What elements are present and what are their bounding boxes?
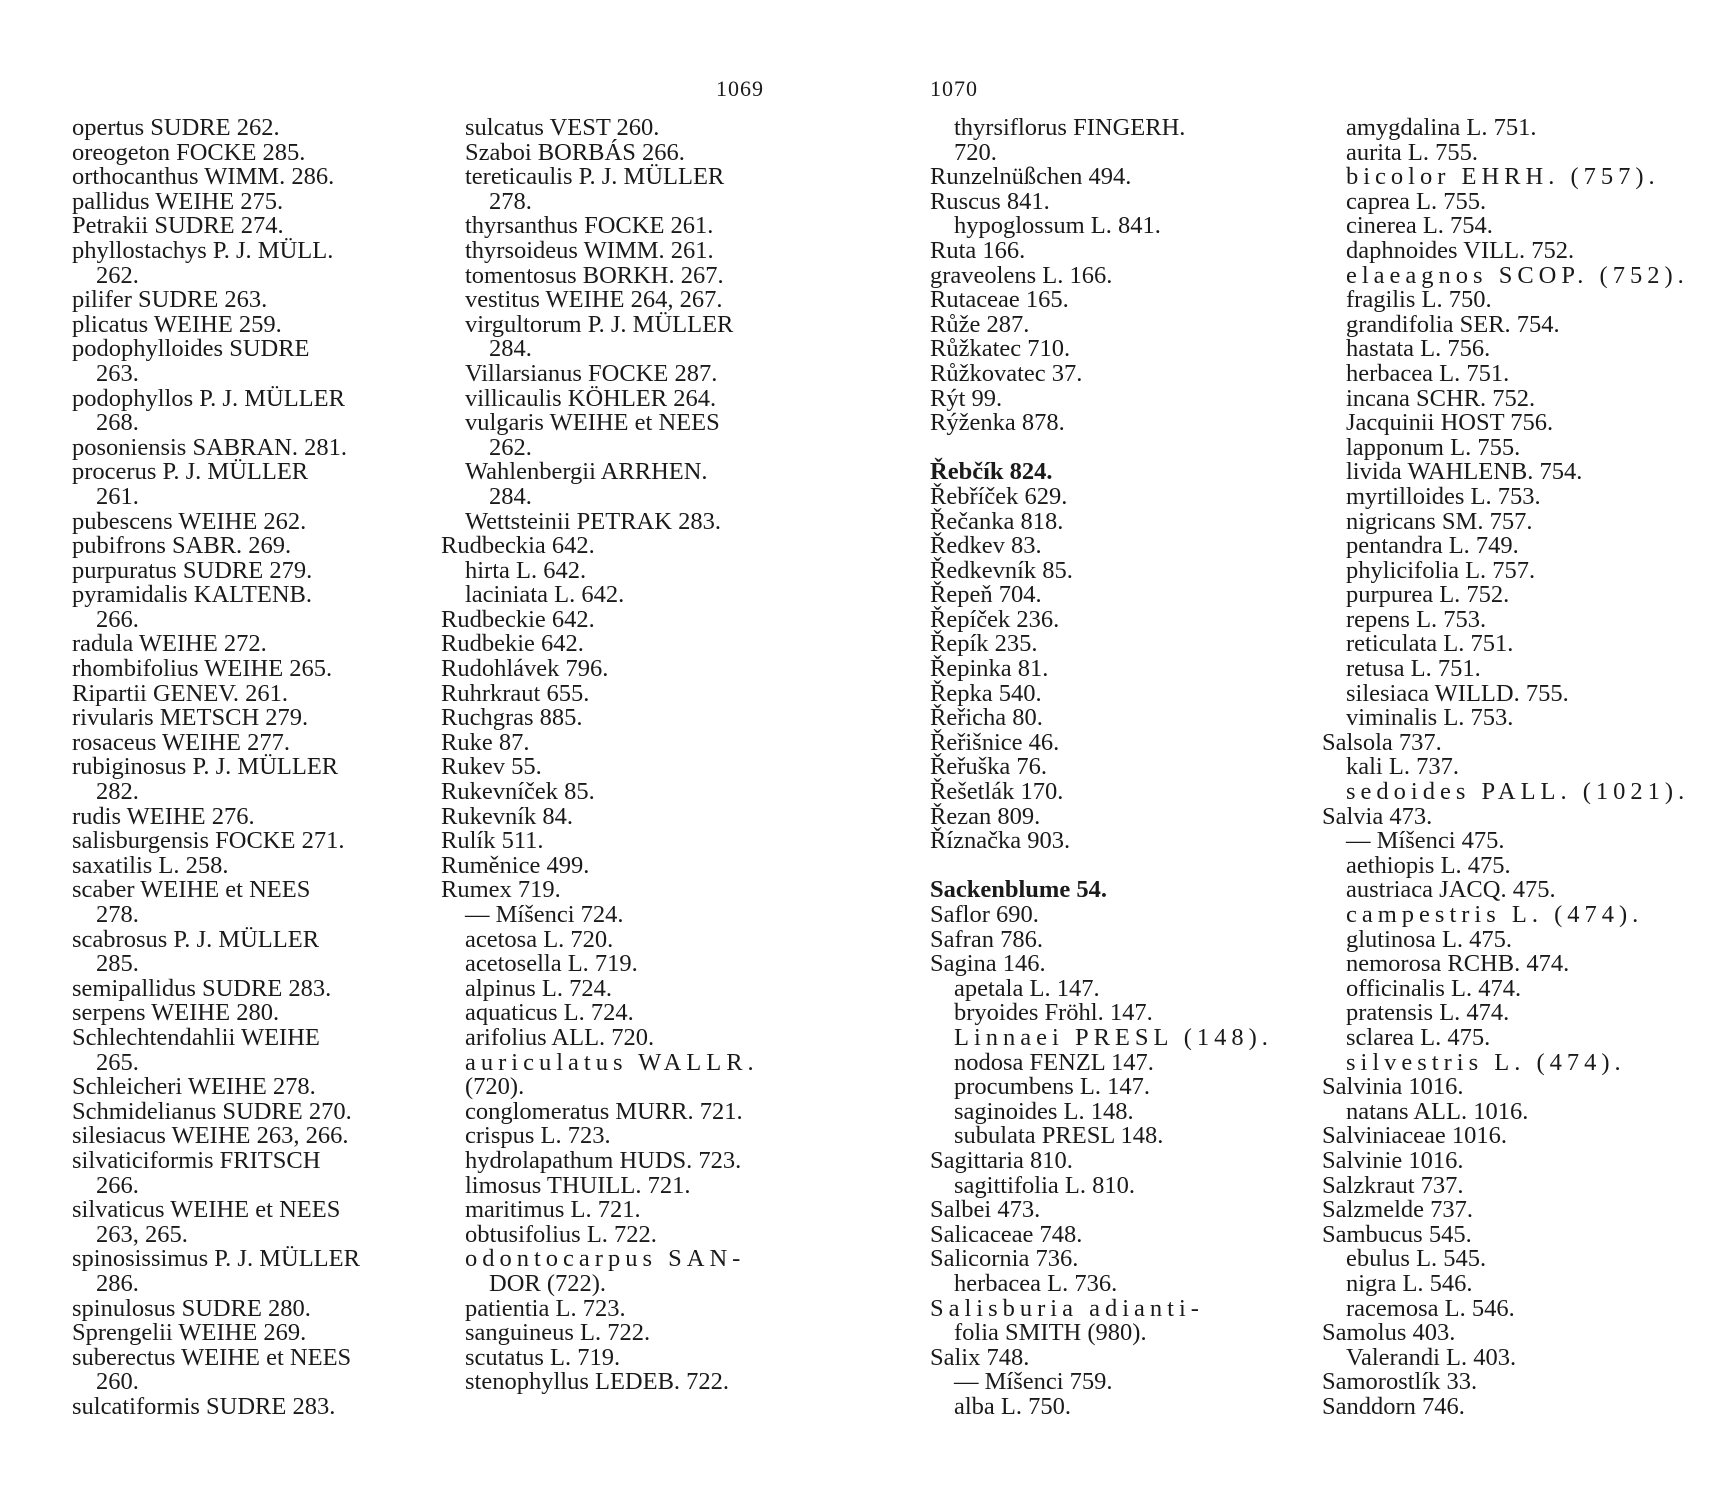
index-entry: folia SMITH (980). [954,1319,1147,1347]
section-gap [930,854,1273,879]
index-entry: Salvia 473. [1322,802,1433,830]
index-entry: aethiopis L. 475. [1346,851,1511,879]
index-entry: opertus SUDRE 262. [72,114,280,141]
index-entry: Salbei 473. [930,1196,1041,1224]
index-entry: Řeřicha 80. [930,704,1043,732]
index-entry: limosus THUILL. 721. [465,1171,691,1199]
index-entry: thyrsoideus WIMM. 261. [465,236,714,264]
index-entry: posoniensis SABRAN. 281. [72,433,347,461]
index-entry: Salisburia adianti- [930,1294,1204,1322]
index-entry: Salix 748. [930,1343,1030,1371]
index-entry: subulata PRESL 148. [954,1122,1164,1150]
index-entry: Schlechtendahlii WEIHE [72,1023,320,1051]
index-entry: 263. [96,359,139,387]
index-entry: Rukev 55. [441,753,542,781]
index-entry: daphnoides VILL. 752. [1346,236,1575,264]
index-entry: reticulata L. 751. [1346,630,1514,658]
index-entry: orthocanthus WIMM. 286. [72,163,335,191]
index-entry: austriaca JACQ. 475. [1346,876,1556,904]
index-entry: semipallidus SUDRE 283. [72,974,332,1002]
index-entry: silvaticus WEIHE et NEES [72,1196,341,1224]
index-entry: procumbens L. 147. [954,1073,1150,1101]
index-entry: Rudohlávek 796. [441,655,609,683]
index-entry: 265. [96,1048,139,1076]
index-entry: 278. [96,901,139,928]
index-entry: Schmidelianus SUDRE 270. [72,1097,352,1125]
index-entry: — Míšenci 724. [465,901,624,928]
index-entry: Ripartii GENEV. 261. [72,679,288,707]
index-entry: sanguineus L. 722. [465,1319,651,1347]
index-entry: officinalis L. 474. [1346,974,1522,1002]
index-entry: 260. [96,1368,139,1396]
index-entry: Salsola 737. [1322,728,1442,756]
index-entry: Rumex 719. [441,876,561,904]
index-entry: nigricans SM. 757. [1346,507,1533,535]
index-entry: incana SCHR. 752. [1346,384,1536,412]
index-entry: nigra L. 546. [1346,1269,1473,1297]
index-entry: bicolor EHRH. (757). [1346,163,1660,191]
index-entry: Schleicheri WEIHE 278. [72,1073,316,1101]
index-entry: Řeřuška 76. [930,753,1048,781]
page-number-right: 1070 [930,76,978,101]
section-gap [930,436,1273,461]
index-entry: Salicornia 736. [930,1245,1079,1273]
index-entry: hypoglossum L. 841. [954,212,1161,240]
index-entry: plicatus WEIHE 259. [72,310,282,338]
index-entry: Řepinka 81. [930,655,1049,683]
index-entry: elaeagnos SCOP. (752). [1346,261,1689,289]
index-entry: salisburgensis FOCKE 271. [72,827,345,855]
index-entry: oreogeton FOCKE 285. [72,138,306,166]
index-entry: silesiaca WILLD. 755. [1346,679,1569,707]
index-entry: silesiacus WEIHE 263, 266. [72,1122,349,1150]
index-entry: saginoides L. 148. [954,1097,1134,1125]
index-entry: pentandra L. 749. [1346,532,1519,560]
index-entry: rubiginosus P. J. MÜLLER [72,753,339,781]
index-entry: 284. [489,482,532,510]
index-entry: scaber WEIHE et NEES [72,876,311,904]
index-entry: Řepík 235. [930,630,1038,658]
index-entry: racemosa L. 546. [1346,1294,1515,1322]
index-entry: kali L. 737. [1346,753,1459,781]
index-entry: bryoides Fröhl. 147. [954,999,1153,1027]
index-entry: auriculatus WALLR. [465,1048,759,1076]
index-entry: Rýt 99. [930,384,1003,412]
index-entry: Sagittaria 810. [930,1146,1073,1174]
index-entry: Valerandi L. 403. [1346,1343,1517,1371]
index-entry: crispus L. 723. [465,1122,611,1150]
index-entry: Salicaceae 748. [930,1220,1083,1248]
index-entry: scabrosus P. J. MÜLLER [72,925,320,953]
index-entry: 285. [96,950,139,978]
index-entry: Wahlenbergii ARRHEN. [465,458,708,486]
index-entry: Samolus 403. [1322,1319,1456,1347]
index-entry: — Míšenci 475. [1346,827,1505,855]
index-entry: Ruchgras 885. [441,704,583,732]
index-entry: Ředkev 83. [930,532,1042,560]
index-entry: Ruke 87. [441,728,530,756]
index-entry: acetosella L. 719. [465,950,638,978]
index-entry: natans ALL. 1016. [1346,1097,1529,1125]
index-entry: 268. [96,409,139,437]
index-entry: myrtilloides L. 753. [1346,482,1541,510]
index-entry: podophylloides SUDRE [72,335,310,363]
index-entry: pallidus WEIHE 275. [72,187,284,215]
index-entry: pubifrons SABR. 269. [72,532,292,560]
index-entry: 261. [96,482,139,510]
index-entry: glutinosa L. 475. [1346,925,1513,953]
index-entry: Salvinie 1016. [1322,1146,1464,1174]
index-entry: 284. [489,335,532,363]
index-entry: Řezan 809. [930,802,1041,830]
index-entry: 720. [954,138,997,166]
index-entry: Ředkevník 85. [930,556,1073,584]
index-entry: hydrolapathum HUDS. 723. [465,1146,742,1174]
index-entry: Sagina 146. [930,950,1046,978]
index-entry: vestitus WEIHE 264, 267. [465,286,723,314]
index-entry: Rudbeckia 642. [441,532,595,560]
index-entry: hirta L. 642. [465,556,587,584]
index-entry: Růžkatec 710. [930,335,1071,363]
index-entry: 262. [489,433,532,461]
index-entry: Salzkraut 737. [1322,1171,1464,1199]
index-entry: pratensis L. 474. [1346,999,1510,1027]
index-entry: podophyllos P. J. MÜLLER [72,384,345,412]
index-entry: Szaboi BORBÁS 266. [465,138,685,166]
index-entry: Řešetlák 170. [930,778,1064,806]
index-entry: laciniata L. 642. [465,581,625,609]
index-entry: 263, 265. [96,1220,188,1248]
index-entry: Rukevníček 85. [441,778,595,806]
index-entry: tereticaulis P. J. MÜLLER [465,163,725,191]
index-entry: Růžkovatec 37. [930,359,1083,387]
index-entry: Rukevník 84. [441,802,574,830]
index-entry: tomentosus BORKH. 267. [465,261,724,289]
index-entry: vulgaris WEIHE et NEES [465,409,720,437]
index-entry: repens L. 753. [1346,605,1487,633]
index-entry: Ruměnice 499. [441,851,590,879]
page-number-left: 1069 [716,76,764,101]
index-entry: 262. [96,261,139,289]
index-entry: radula WEIHE 272. [72,630,267,658]
index-entry: maritimus L. 721. [465,1196,641,1224]
index-entry: Rýženka 878. [930,409,1065,437]
index-entry: Řebčík 824. [930,458,1053,486]
index-entry: Jacquinii HOST 756. [1346,409,1554,437]
index-entry: 278. [489,187,532,215]
index-entry: acetosa L. 720. [465,925,614,953]
index-entry: rhombifolius WEIHE 265. [72,655,333,683]
index-entry: Salzmelde 737. [1322,1196,1474,1224]
index-entry: silvestris L. (474). [1346,1048,1626,1076]
index-entry: Linnaei PRESL (148). [954,1023,1273,1051]
index-entry: rosaceus WEIHE 277. [72,728,290,756]
index-entry: ebulus L. 545. [1346,1245,1487,1273]
index-entry: Sambucus 545. [1322,1220,1472,1248]
index-entry: sedoides PALL. (1021). [1346,778,1690,806]
index-entry: 266. [96,1171,139,1199]
index-entry: serpens WEIHE 280. [72,999,280,1027]
index-entry: 282. [96,778,139,806]
index-entry: thyrsanthus FOCKE 261. [465,212,714,240]
index-entry: grandifolia SER. 754. [1346,310,1560,338]
index-entry: villicaulis KÖHLER 264. [465,384,717,412]
index-entry: sclarea L. 475. [1346,1023,1491,1051]
index-entry: pubescens WEIHE 262. [72,507,307,535]
index-entry: Saflor 690. [930,901,1039,928]
index-entry: (720). [465,1073,525,1101]
index-entry: pyramidalis KALTENB. [72,581,312,609]
index-entry: Sackenblume 54. [930,876,1107,904]
index-entry: Safran 786. [930,925,1043,953]
index-entry: Řepka 540. [930,679,1042,707]
index-entry: Sanddorn 746. [1322,1392,1465,1420]
index-entry: patientia L. 723. [465,1294,626,1322]
index-entry: purpuratus SUDRE 279. [72,556,313,584]
index-entry: silvaticiformis FRITSCH [72,1146,321,1174]
index-entry: 286. [96,1269,139,1297]
index-entry: hastata L. 756. [1346,335,1491,363]
index-entry: Ruhrkraut 655. [441,679,590,707]
index-entry: nemorosa RCHB. 474. [1346,950,1570,978]
index-entry: campestris L. (474). [1346,901,1644,928]
index-column-2 [441,116,759,1395]
index-entry: 266. [96,605,139,633]
index-entry: viminalis L. 753. [1346,704,1514,732]
index-entry: aurita L. 755. [1346,138,1478,166]
index-entry: herbacea L. 751. [1346,359,1510,387]
index-entry: Rulík 511. [441,827,544,855]
index-entry: lapponum L. 755. [1346,433,1521,461]
index-entry: nodosa FENZL 147. [954,1048,1154,1076]
index-entry: Říznačka 903. [930,827,1071,855]
index-entry: caprea L. 755. [1346,187,1487,215]
index-entry: virgultorum P. J. MÜLLER [465,310,734,338]
index-entry: Rudbeckie 642. [441,605,595,633]
index-column-4 [1322,116,1689,1419]
index-entry: Řepeň 704. [930,581,1042,609]
index-entry: odontocarpus SAN- [465,1245,746,1273]
index-entry: Villarsianus FOCKE 287. [465,359,718,387]
index-entry: Salviniaceae 1016. [1322,1122,1508,1150]
index-entry: thyrsiflorus FINGERH. [954,114,1186,141]
index-entry: Sprengelii WEIHE 269. [72,1319,307,1347]
index-entry: suberectus WEIHE et NEES [72,1343,352,1371]
index-entry: Řepíček 236. [930,605,1060,633]
index-entry: herbacea L. 736. [954,1269,1118,1297]
index-entry: Růže 287. [930,310,1030,338]
index-entry: alba L. 750. [954,1392,1072,1420]
index-entry: rivularis METSCH 279. [72,704,309,732]
index-entry: alpinus L. 724. [465,974,612,1002]
index-entry: phylicifolia L. 757. [1346,556,1536,584]
index-entry: Rutaceae 165. [930,286,1069,314]
index-entry: Wettsteinii PETRAK 283. [465,507,721,535]
index-column-3 [930,116,1273,1419]
index-entry: arifolius ALL. 720. [465,1023,655,1051]
index-entry: retusa L. 751. [1346,655,1481,683]
index-entry: purpurea L. 752. [1346,581,1510,609]
index-entry: apetala L. 147. [954,974,1100,1002]
index-entry: saxatilis L. 258. [72,851,229,879]
index-entry: Řeřišnice 46. [930,728,1060,756]
index-entry: Řečanka 818. [930,507,1064,535]
index-entry: phyllostachys P. J. MÜLL. [72,236,334,264]
index-entry: fragilis L. 750. [1346,286,1492,314]
index-entry: obtusifolius L. 722. [465,1220,657,1248]
index-entry: rudis WEIHE 276. [72,802,255,830]
index-entry: sulcatus VEST 260. [465,114,660,141]
index-entry: Petrakii SUDRE 274. [72,212,284,240]
index-entry: Řebříček 629. [930,482,1068,510]
index-entry: Samorostlík 33. [1322,1368,1478,1396]
index-entry: Ruscus 841. [930,187,1050,215]
index-entry: — Míšenci 759. [954,1368,1113,1396]
index-entry: DOR (722). [489,1269,607,1297]
index-entry: cinerea L. 754. [1346,212,1493,240]
index-entry: stenophyllus LEDEB. 722. [465,1368,730,1396]
index-entry: spinosissimus P. J. MÜLLER [72,1245,360,1273]
index-entry: livida WAHLENB. 754. [1346,458,1583,486]
index-entry: Ruta 166. [930,236,1026,264]
index-column-1 [72,116,360,1419]
index-entry: amygdalina L. 751. [1346,114,1537,141]
index-entry: sulcatiformis SUDRE 283. [72,1392,336,1420]
index-entry: aquaticus L. 724. [465,999,634,1027]
index-entry: conglomeratus MURR. 721. [465,1097,743,1125]
index-entry: spinulosus SUDRE 280. [72,1294,311,1322]
index-entry: sagittifolia L. 810. [954,1171,1135,1199]
index-entry: scutatus L. 719. [465,1343,621,1371]
index-entry: graveolens L. 166. [930,261,1113,289]
index-entry: Runzelnüßchen 494. [930,163,1132,191]
index-entry: Salvinia 1016. [1322,1073,1464,1101]
index-entry: procerus P. J. MÜLLER [72,458,309,486]
index-entry: pilifer SUDRE 263. [72,286,268,314]
index-entry: Rudbekie 642. [441,630,584,658]
